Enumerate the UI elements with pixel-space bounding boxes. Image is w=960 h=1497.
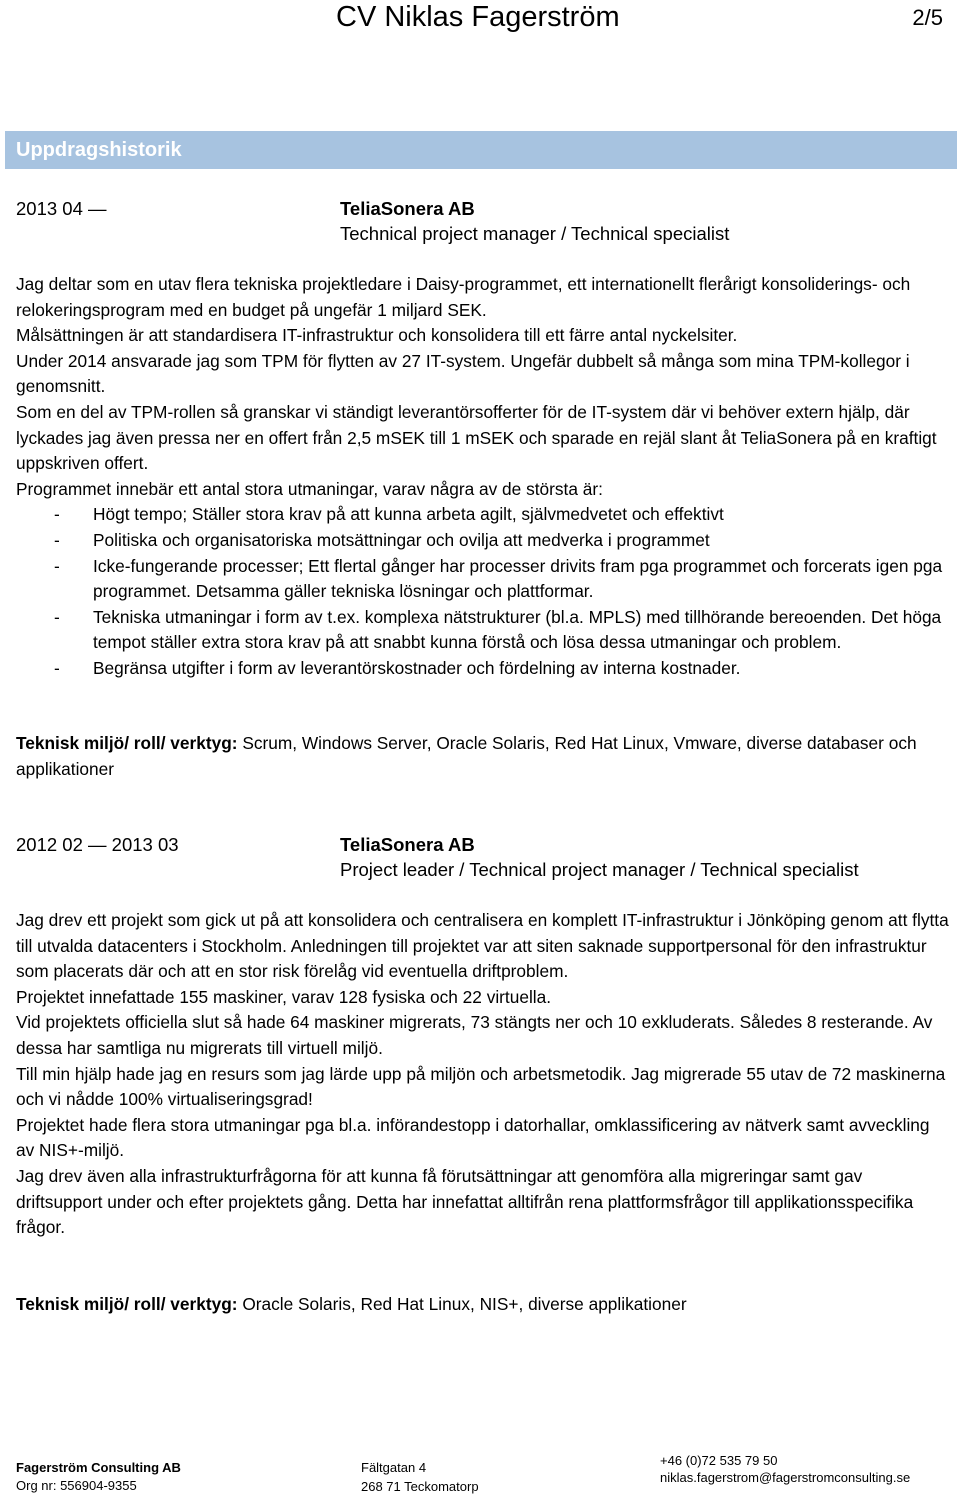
entry-description [16,908,951,1241]
tech-value: Scrum, Windows Server, Oracle Solaris, Red Hat Linux, Vmware, diverse databaser och applikationer [16,733,917,779]
list-item: - Tekniska utmaningar i form av t.ex. komplexa nätstrukturer (bl.a. MPLS) med tillhörande bereoenden. Det höga tempot ställer extra stora krav på att snabbt kunna förstå och lösa dessa utmaningar och problem. [54,606,942,653]
tech-environment [16,731,951,782]
entry-company: TeliaSonera AB [340,834,475,855]
list-item: - Icke-fungerande processer; Ett flertal gånger har processer drivits fram pga programmet och forcerats igen pga programmet. Detsamma gäller tekniska lösningar och plattformar. [54,555,943,602]
entry-role: Technical project manager / Technical specialist [340,223,730,244]
list-item: - Politiska och organisatoriska motsättningar och ovilja att medverka i programmet [54,529,710,550]
footer-phone: +46 (0)72 535 79 50 [660,1453,778,1468]
entry-date: 2013 04 — [16,198,107,219]
entry-description [16,272,951,682]
footer-email: niklas.fagerstrom@fagerstromconsulting.se [660,1470,911,1485]
section-title: Uppdragshistorik [16,139,182,161]
tech-label: Teknisk miljö/ roll/ verktyg: [16,1294,238,1314]
paragraph: Som en del av TPM-rollen så granskar vi ständigt leverantörsofferter för de IT-system där vi behöver extern hjälp, där lyckades jag även pressa ner en offert från 2,5 mSEK till 1 mSEK och sparade en rejäl slant åt TeliaSonera på en kraftigt uppskriven offert. [16,401,937,474]
list-item: - Begränsa utgifter i form av leverantörskostnader och fördelning av interna kostnader. [54,657,741,678]
paragraph: Jag drev även alla infrastrukturfrågorna för att kunna få förutsättningar att genomföra alla migreringar samt gav driftsupport under och efter projektets gång. Detta har innefattat alltifrån rena plattformsfrågor till applikationsspecifika frågor. [16,1165,914,1238]
entry-date: 2012 02 — 2013 03 [16,834,179,855]
footer-street: Fältgatan 4 [361,1460,427,1475]
paragraph: Projektet innefattade 155 maskiner, varav 128 fysiska och 22 virtuella. [16,986,552,1007]
entry-company: TeliaSonera AB [340,198,475,219]
paragraph: Jag deltar som en utav flera tekniska projektledare i Daisy-programmet, ett internationellt flerårigt konsoliderings- och relokeringsprogram med en budget på ungefär 1 miljard SEK. [16,274,911,320]
entry-role: Project leader / Technical project manager / Technical specialist [340,859,859,880]
list-item: - Högt tempo; Ställer stora krav på att kunna arbeta agilt, självmedvetet och effektivt [54,504,724,525]
tech-label: Teknisk miljö/ roll/ verktyg: [16,733,238,753]
footer-company: Fagerström Consulting AB [16,1460,181,1475]
paragraph: Projektet hade flera stora utmaningar pga bl.a. införandestopp i datorhallar, omklassificering av nätverk samt avveckling av NIS+-miljö. [16,1114,930,1161]
paragraph: Jag drev ett projekt som gick ut på att konsolidera och centralisera en komplett IT-infrastruktur i Jönköping genom att flytta till utvalda datacenters i Stockholm. Anledningen till projektet var att siten saknade supportpersonal för den infrastruktur som placerats där och att en stor risk förelåg vid eventuella driftproblem. [16,910,949,982]
footer-city: 268 71 Teckomatorp [361,1479,479,1494]
paragraph: Vid projektets officiella slut så hade 64 maskiner migrerats, 73 stängts ner och 10 exkluderats. Således 8 resterande. Av dessa har samtliga nu migrerats till virtuell miljö. [16,1012,933,1058]
challenge-list [16,502,951,681]
document-title: CV Niklas Fagerström [336,1,620,33]
tech-environment [16,1292,951,1318]
paragraph: Under 2014 ansvarade jag som TPM för flytten av 27 IT-system. Ungefär dubbelt så många som mina TPM-kollegor i genomsnitt. [16,350,910,397]
paragraph: Till min hjälp hade jag en resurs som jag lärde upp på miljön och arbetsmetodik. Jag migrerade 55 utav de 72 maskinerna och vi nådde 100% virtualiseringsgrad! [16,1063,946,1110]
paragraph: Målsättningen är att standardisera IT-infrastruktur och konsolidera till ett färre antal nyckelsiter. [16,325,738,346]
page-number: 2/5 [912,5,943,30]
section-header [5,131,957,169]
paragraph: Programmet innebär ett antal stora utmaningar, varav några av de största är: [16,478,603,499]
footer-org-number: Org nr: 556904-9355 [16,1478,137,1493]
tech-value: Oracle Solaris, Red Hat Linux, NIS+, diverse applikationer [237,1294,687,1314]
